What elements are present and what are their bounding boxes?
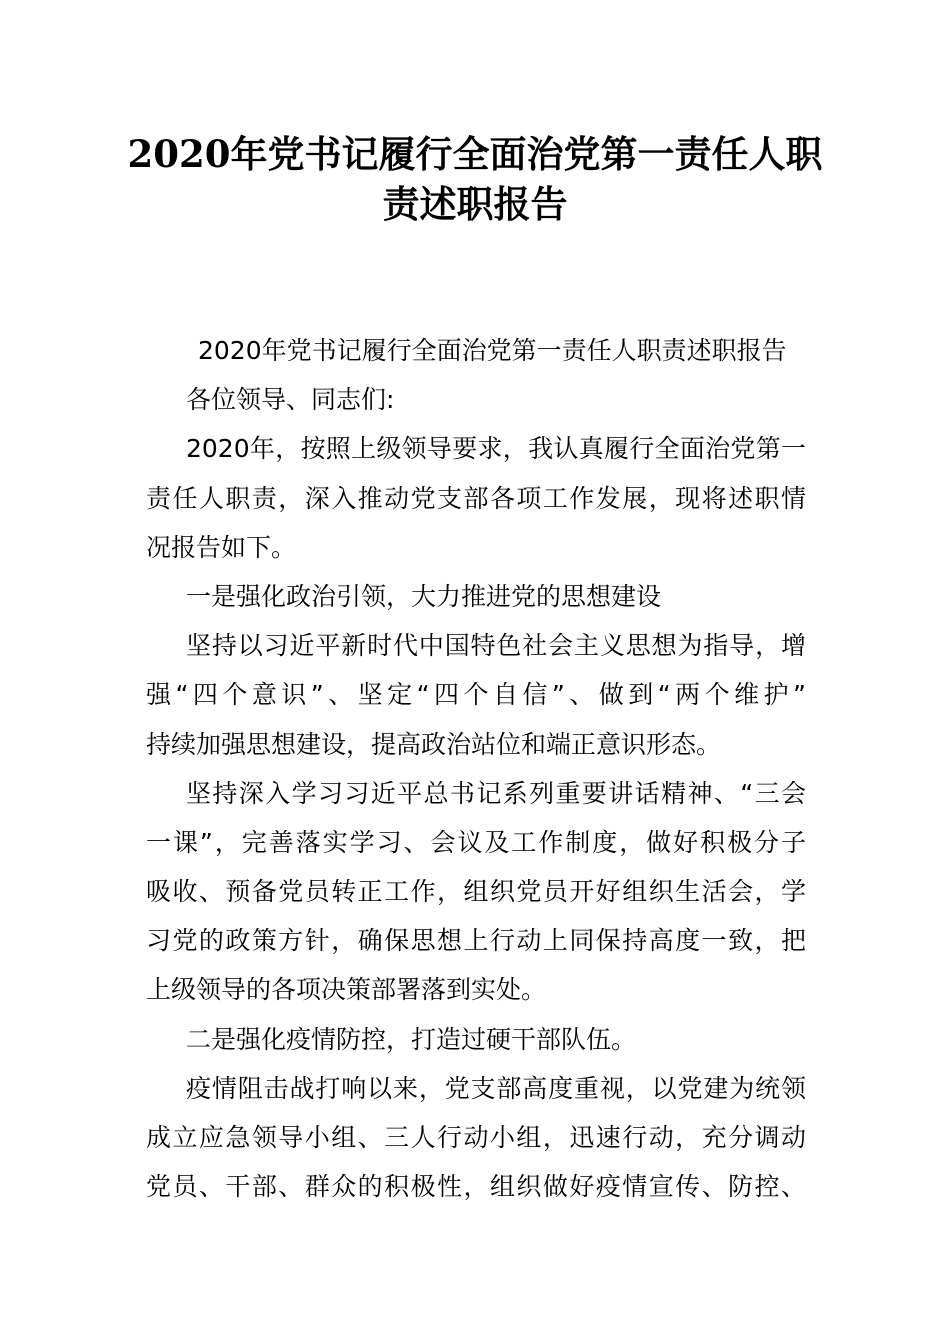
paragraph-intro <box>146 424 806 572</box>
paragraph-line: 责任人职责，深入推动党支部各项工作发展，现将述职情 <box>146 483 806 513</box>
paragraph-line: 吸收、预备党员转正工作，组织党员开好组织生活会，学 <box>146 877 806 907</box>
paragraph-line: 2020年，按照上级领导要求，我认真履行全面治党第一 <box>186 434 806 464</box>
paragraph-line: 坚持以习近平新时代中国特色社会主义思想为指导，增 <box>186 631 806 661</box>
paragraph-line: 习党的政策方针，确保思想上行动上同保持高度一致，把 <box>146 926 806 956</box>
document-title-line-2: 责述职报告 <box>382 182 568 226</box>
section-heading-1: 一是强化政治引领，大力推进党的思想建设 <box>186 581 662 611</box>
paragraph-line: 况报告如下。 <box>146 532 297 562</box>
document-body <box>146 326 806 1211</box>
paragraph-epidemic <box>146 1064 806 1212</box>
paragraph-line: 坚持深入学习习近平总书记系列重要讲话精神、“三会 <box>186 778 806 808</box>
paragraph-line: 上级领导的各项决策部署落到实处。 <box>146 975 547 1005</box>
paragraph-line: 强“四个意识”、坚定“四个自信”、做到“两个维护” <box>146 680 806 710</box>
paragraph-study <box>146 769 806 1015</box>
paragraph-line: 疫情阻击战打响以来，党支部高度重视，以党建为统领 <box>186 1073 806 1103</box>
paragraph-line: 党员、干部、群众的积极性，组织做好疫情宣传、防控、 <box>146 1172 806 1202</box>
document-title-line-1: 2020年党书记履行全面治党第一责任人职 <box>127 132 823 176</box>
section-heading-2: 二是强化疫情防控，打造过硬干部队伍。 <box>186 1024 637 1054</box>
paragraph-line: 一课”，完善落实学习、会议及工作制度，做好积极分子 <box>146 827 806 857</box>
body-subtitle: 2020年党书记履行全面治党第一责任人职责述职报告 <box>198 336 787 365</box>
paragraph-line: 持续加强思想建设，提高政治站位和端正意识形态。 <box>146 729 722 759</box>
salutation: 各位领导、同志们: <box>186 385 395 415</box>
paragraph-line: 成立应急领导小组、三人行动小组，迅速行动，充分调动 <box>146 1123 806 1152</box>
paragraph-political-guidance <box>146 621 806 769</box>
